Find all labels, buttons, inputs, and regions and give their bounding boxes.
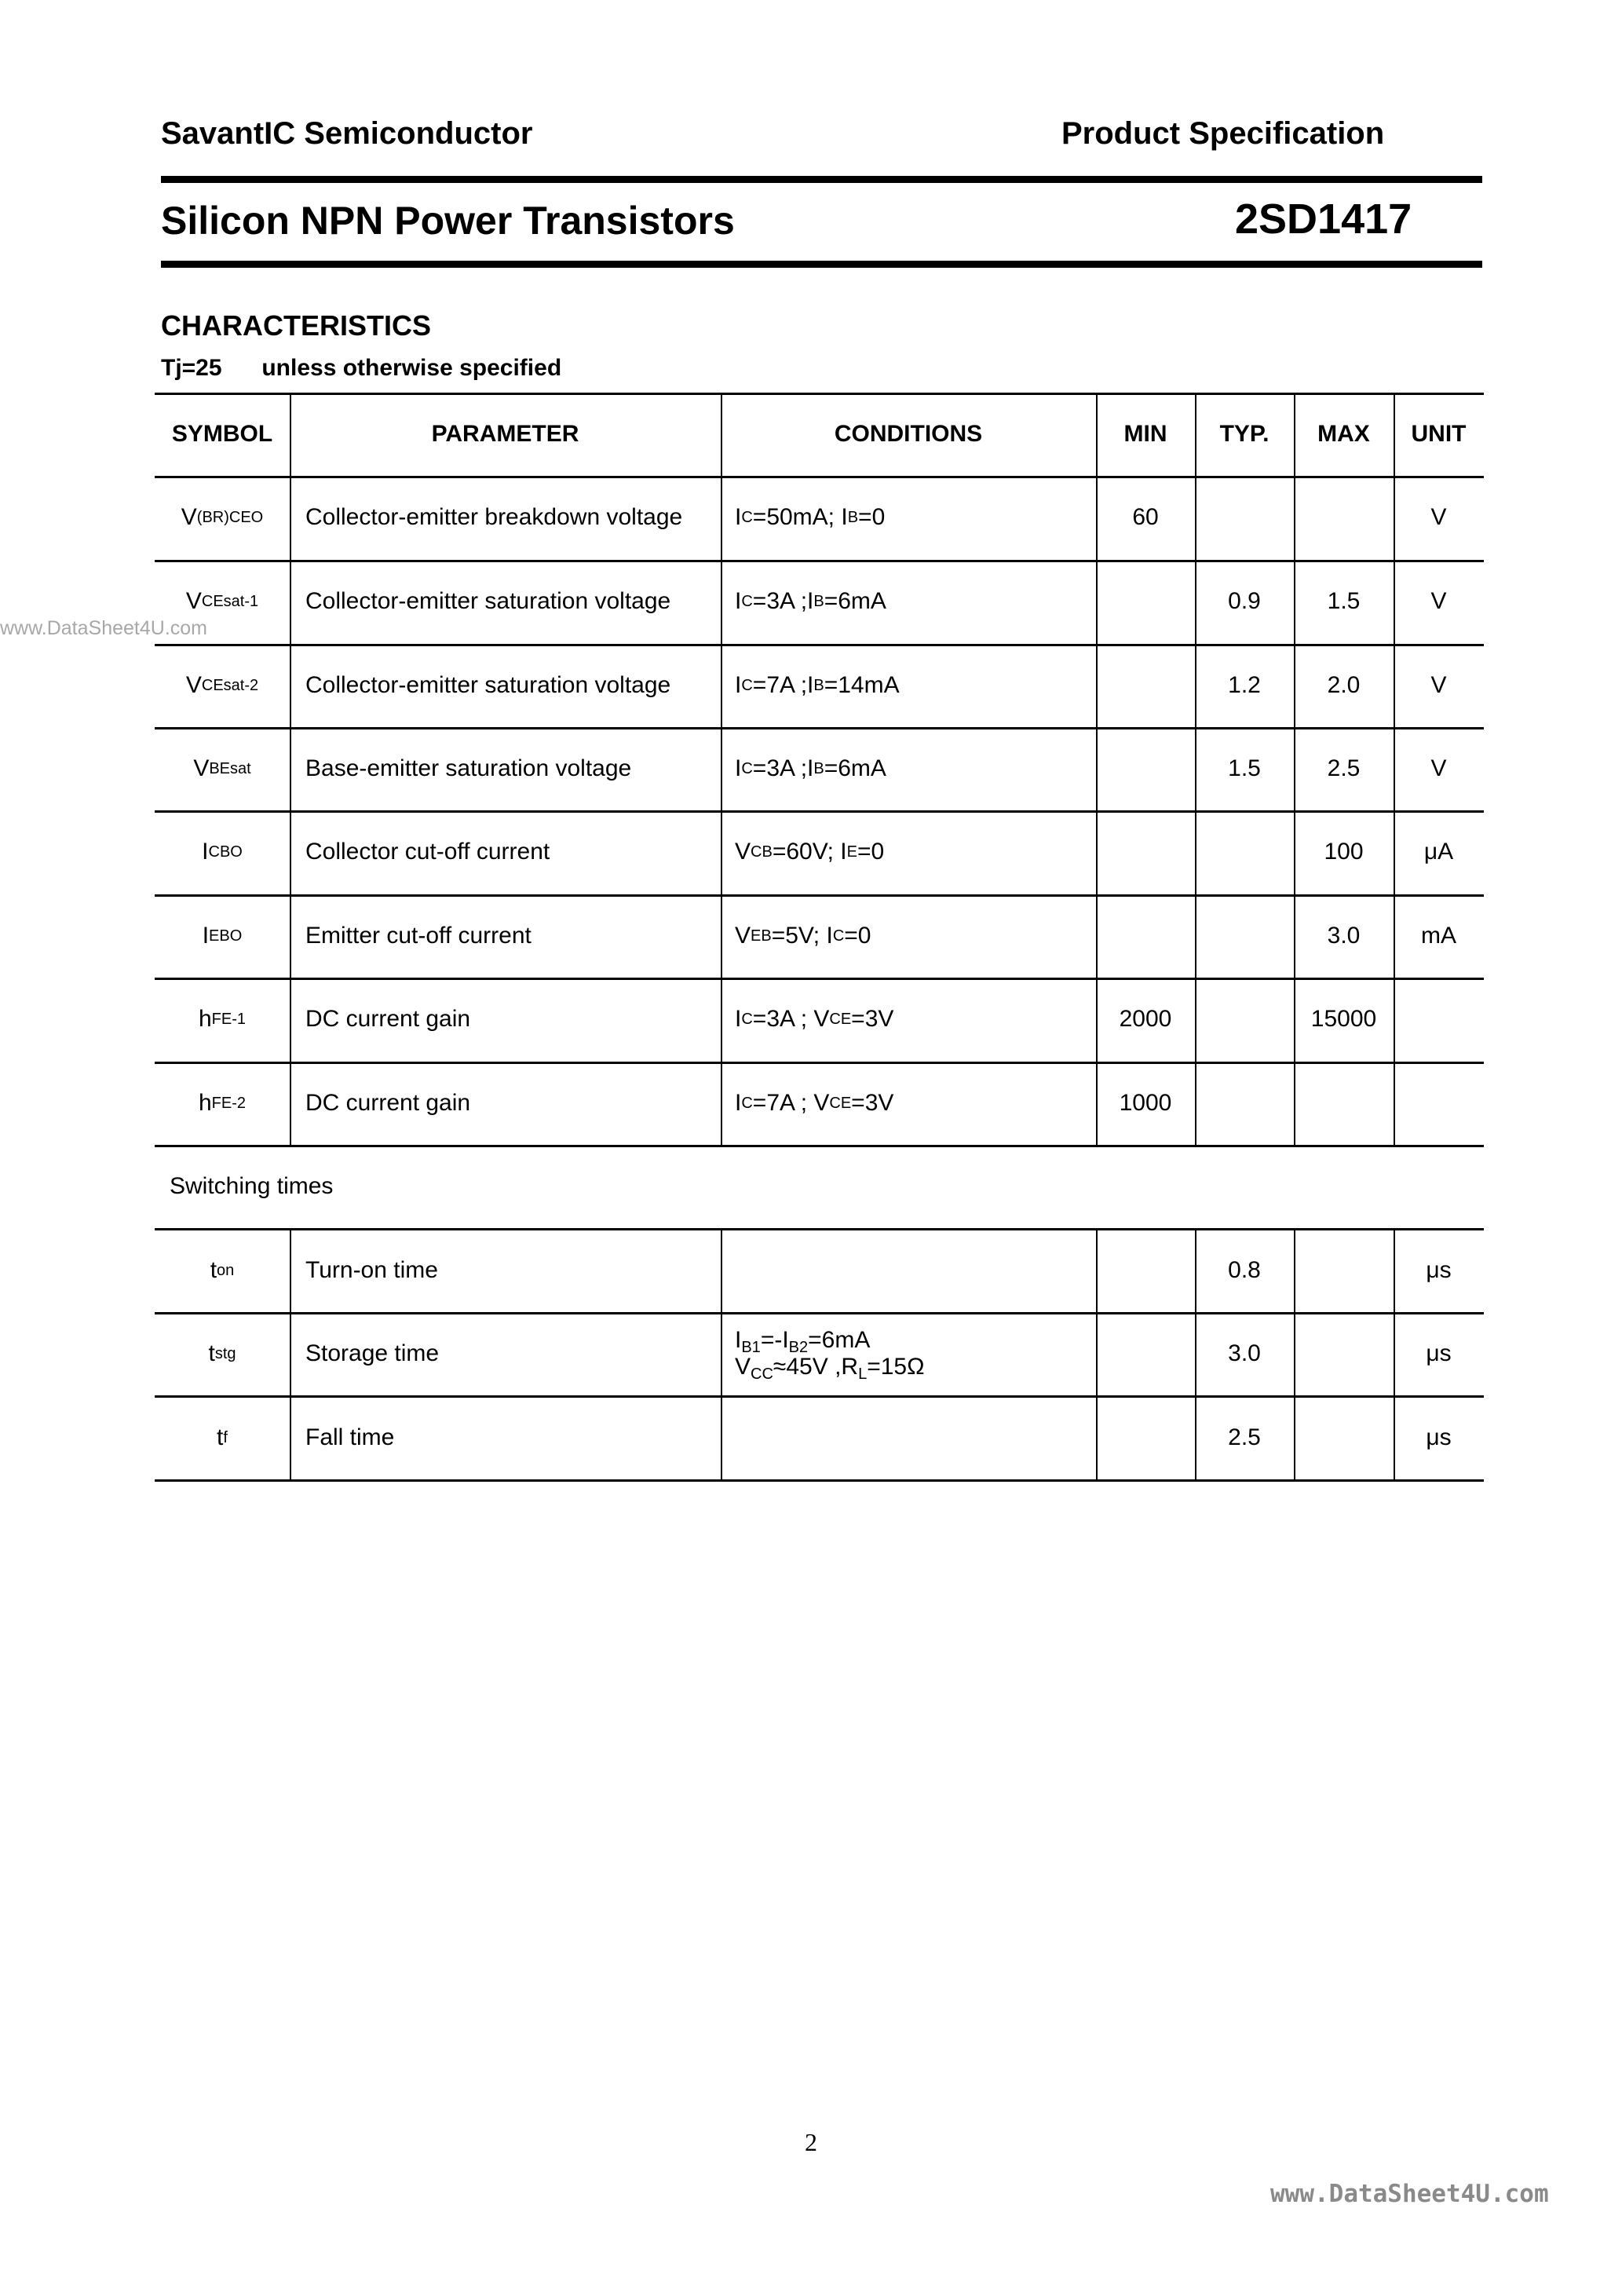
cell-conditions: V CB =60V; I E =0 [735, 839, 885, 865]
cell-parameter: Fall time [305, 1424, 395, 1450]
table-col-divider [1096, 1228, 1098, 1479]
cell-min [1096, 727, 1195, 810]
cell-conditions: V EB =5V; I C =0 [735, 923, 871, 949]
temperature-condition [161, 355, 561, 382]
cell-min [1096, 894, 1195, 978]
cell-symbol: I EBO [202, 923, 243, 949]
cell-max: 3.0 [1327, 923, 1361, 949]
cell-typ: 2.5 [1228, 1424, 1261, 1450]
col-header-symbol: SYMBOL [171, 421, 273, 447]
cell-max: 1.5 [1327, 588, 1361, 614]
cell-symbol: t stg [208, 1340, 236, 1366]
cell-min [1096, 560, 1195, 643]
cell-parameter: Emitter cut-off current [305, 923, 532, 949]
cell-min [1096, 644, 1195, 727]
cell-symbol: I CBO [202, 839, 243, 865]
cell-symbol: h FE-2 [198, 1090, 247, 1116]
cell-typ [1195, 810, 1294, 894]
cell-max: 2.0 [1327, 672, 1361, 698]
cell-parameter: Collector-emitter breakdown voltage [305, 504, 683, 530]
cell-symbol: t on [210, 1256, 235, 1283]
cell-typ [1195, 978, 1294, 1061]
table-col-divider [290, 1228, 291, 1479]
cell-parameter: Base-emitter saturation voltage [305, 755, 632, 781]
cell-unit: μA [1423, 839, 1454, 865]
cell-conditions: I C =7A ; V CE =3V [735, 1090, 894, 1116]
col-header-min: MIN [1123, 421, 1167, 447]
cell-parameter: DC current gain [305, 1090, 471, 1116]
watermark-bottom[interactable]: www.DataSheet4U.com [1270, 2180, 1549, 2208]
cell-unit: mA [1421, 923, 1456, 949]
cell-typ: 0.8 [1228, 1256, 1261, 1283]
cell-max [1294, 1062, 1394, 1145]
cell-unit: μs [1426, 1340, 1452, 1366]
cell-min: 1000 [1119, 1090, 1172, 1116]
cell-unit: V [1430, 504, 1447, 530]
cell-typ: 1.2 [1228, 672, 1261, 698]
company-name: SavantIC Semiconductor [161, 116, 533, 151]
table-col-divider [1294, 1228, 1295, 1479]
cell-unit [1394, 978, 1484, 1061]
temp-note: unless otherwise specified [261, 355, 562, 381]
cell-unit [1394, 1062, 1484, 1145]
table-col-divider [290, 393, 291, 1145]
cell-parameter: Collector-emitter saturation voltage [305, 672, 671, 698]
cell-conditions: I C =3A ; V CE =3V [735, 1006, 894, 1032]
document-type: Product Specification [1061, 116, 1385, 151]
page-number: 2 [805, 2128, 817, 2156]
table-col-divider [721, 1228, 722, 1479]
cell-parameter: Collector cut-off current [305, 839, 550, 865]
header-rule-top [161, 176, 1482, 183]
cell-typ: 0.9 [1228, 588, 1261, 614]
cell-conditions: I C =3A ;I B =6mA [735, 588, 886, 614]
cell-min [1096, 810, 1195, 894]
cell-symbol: V (BR)CEO [181, 504, 264, 530]
cell-unit: V [1430, 672, 1447, 698]
cell-min: 60 [1132, 504, 1159, 530]
cell-symbol: V CEsat-2 [185, 672, 259, 698]
col-header-unit: UNIT [1411, 421, 1467, 447]
cell-parameter: Storage time [305, 1340, 440, 1366]
col-header-parameter: PARAMETER [431, 421, 579, 447]
switching-condition-line1: $I_{B1}=-I_{B2}=6mA$ [735, 1327, 871, 1356]
cell-parameter: Collector-emitter saturation voltage [305, 588, 671, 614]
col-header-conditions: CONDITIONS [834, 421, 983, 447]
cell-typ: 3.0 [1228, 1340, 1261, 1366]
cell-unit: μs [1426, 1424, 1452, 1450]
cell-unit: μs [1426, 1256, 1452, 1283]
cell-conditions: I C =7A ;I B =14mA [735, 672, 900, 698]
cell-typ [1195, 894, 1294, 978]
cell-max: 100 [1324, 839, 1364, 865]
switching-condition-line2: $V_{CC}\approx 45V$ $,R_L=15\Omega$ [735, 1354, 925, 1383]
cell-parameter: DC current gain [305, 1006, 471, 1032]
cell-parameter: Turn-on time [305, 1256, 438, 1283]
watermark-left[interactable]: www.DataSheet4U.com [0, 617, 208, 639]
col-header-max: MAX [1317, 421, 1370, 447]
cell-conditions: I C =50mA; I B =0 [735, 504, 886, 530]
switching-times-label: Switching times [170, 1173, 334, 1199]
cell-symbol: t f [217, 1424, 228, 1450]
part-number: 2SD1417 [1235, 196, 1412, 243]
cell-conditions: I C =3A ;I B =6mA [735, 755, 886, 781]
temp-value: Tj=25 [161, 355, 222, 381]
cell-unit: V [1430, 755, 1447, 781]
cell-typ: 1.5 [1228, 755, 1261, 781]
document-title: Silicon NPN Power Transistors [161, 199, 735, 243]
section-title: CHARACTERISTICS [161, 309, 432, 342]
table-rule [155, 1479, 1484, 1482]
cell-max: 2.5 [1327, 755, 1361, 781]
cell-symbol: V BEsat [193, 755, 251, 781]
switching-condition [735, 1228, 1096, 1479]
cell-min: 2000 [1119, 1006, 1172, 1032]
cell-unit: V [1430, 588, 1447, 614]
table-col-divider [721, 393, 722, 1145]
col-header-typ: TYP. [1219, 421, 1269, 447]
cell-max [1294, 476, 1394, 559]
cell-symbol: h FE-1 [198, 1006, 247, 1032]
cell-max: 15000 [1310, 1006, 1377, 1032]
cell-typ [1195, 476, 1294, 559]
header-rule-bottom [161, 261, 1482, 268]
cell-typ [1195, 1062, 1294, 1145]
cell-symbol: V CEsat-1 [185, 588, 259, 614]
